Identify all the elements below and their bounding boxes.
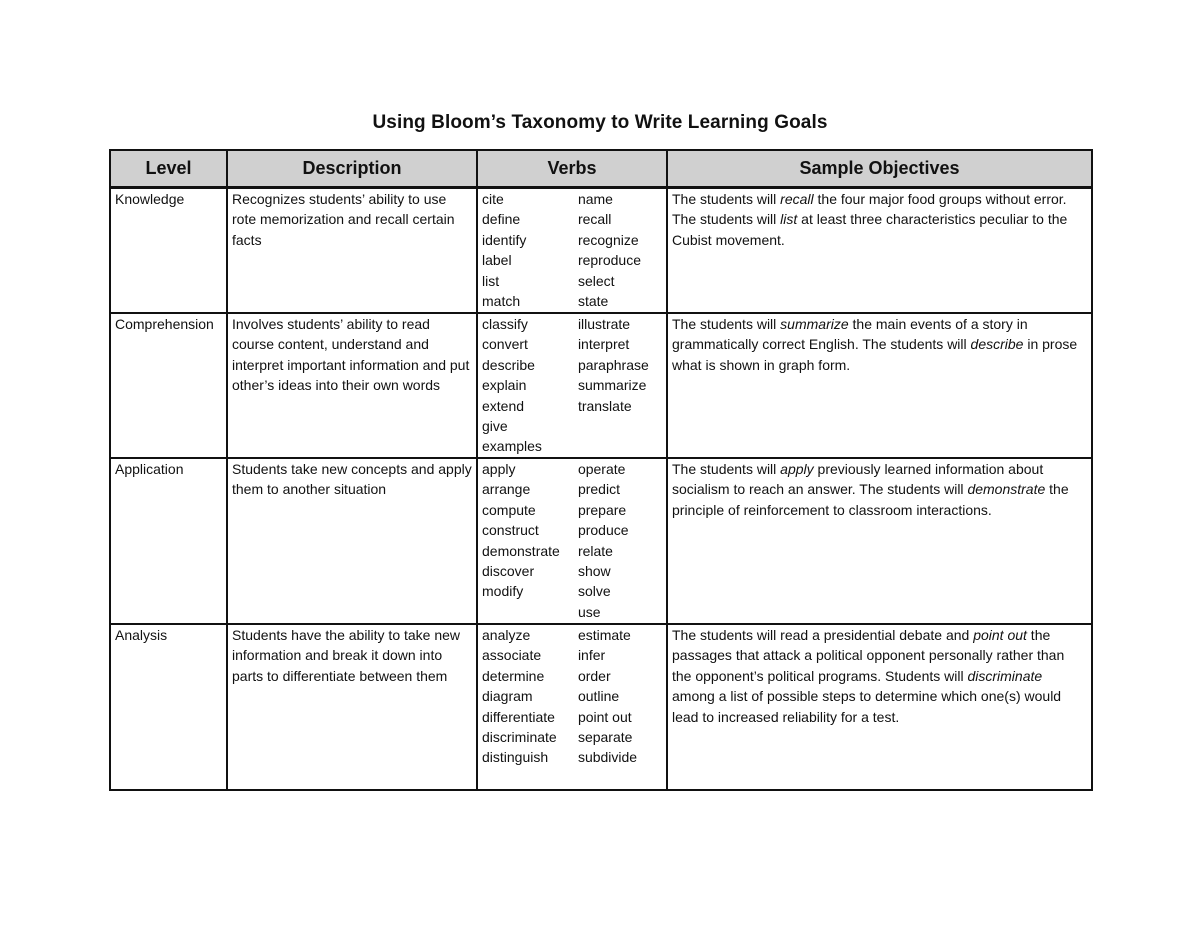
verb-item: relate xyxy=(577,542,613,559)
verbs-right-column xyxy=(578,625,662,768)
verb-item: discover xyxy=(482,563,535,580)
header-verbs: Verbs xyxy=(477,150,667,188)
verb-item: determine xyxy=(482,667,545,684)
verb-item: solve xyxy=(577,583,611,600)
verb-item: summarize xyxy=(577,377,647,394)
verb-item: name xyxy=(577,191,613,207)
level-cell: Analysis xyxy=(110,624,227,790)
verb-item: recall xyxy=(577,211,612,228)
verbs-cell xyxy=(477,624,667,790)
verbs-left-column xyxy=(482,459,578,622)
verb-item: estimate xyxy=(577,627,631,643)
objective-fragment: The students will read a presidential debate and xyxy=(672,627,974,643)
objective-fragment: the passages that attack a political opponent personally rather than the opponent’s political programs. Students will xyxy=(672,627,1065,684)
objective-cell xyxy=(667,624,1092,790)
objective-verb: discriminate xyxy=(967,667,1043,684)
verbs-right-column xyxy=(578,459,662,622)
objective-verb: recall xyxy=(780,191,814,207)
objective-fragment: among a list of possible steps to determine which one(s) would lead to increased reliability for a test. xyxy=(672,688,1062,725)
verb-item: examples xyxy=(482,438,542,455)
objective-fragment: the principle of reinforcement to classroom interactions. xyxy=(672,481,1069,518)
objective-fragment: The students will xyxy=(672,461,781,477)
objective-verb: summarize xyxy=(780,316,849,332)
verb-item: show xyxy=(577,563,611,580)
page-title: Using Bloom’s Taxonomy to Write Learning Goals xyxy=(372,112,828,133)
verb-item: list xyxy=(482,272,500,289)
verbs-right-column xyxy=(578,314,662,457)
verb-item: illustrate xyxy=(577,316,631,332)
verb-item: associate xyxy=(482,647,542,664)
verbs-right-column xyxy=(578,189,662,311)
verb-item: point out xyxy=(577,708,632,725)
verb-item: subdivide xyxy=(577,749,638,766)
objective-fragment: the four major food groups without error. The students will xyxy=(672,191,1067,228)
objective-text xyxy=(672,459,1087,520)
verb-item: order xyxy=(577,667,611,684)
header-description: Description xyxy=(227,150,477,188)
objective-text xyxy=(672,625,1087,727)
verb-item: diagram xyxy=(482,688,533,705)
level-cell: Comprehension xyxy=(110,313,227,458)
objective-cell xyxy=(667,188,1092,314)
verbs-left-column xyxy=(482,314,578,457)
blooms-taxonomy-table xyxy=(109,149,1093,791)
objective-fragment: The students will xyxy=(672,191,781,207)
verb-item: construct xyxy=(482,522,539,539)
verbs-left-column xyxy=(482,189,578,311)
objective-cell xyxy=(667,313,1092,458)
verb-item: separate xyxy=(577,729,633,746)
objective-verb: describe xyxy=(970,336,1024,353)
verb-item: translate xyxy=(577,397,632,414)
header-row xyxy=(110,150,1092,188)
level-cell: Knowledge xyxy=(110,188,227,314)
objective-verb: list xyxy=(780,211,798,228)
verb-item: use xyxy=(577,603,601,620)
verb-item: interpret xyxy=(577,336,630,353)
verb-item: extend xyxy=(482,397,525,414)
table-row xyxy=(110,624,1092,790)
header-sample-objectives: Sample Objectives xyxy=(667,150,1092,188)
objective-verb: apply xyxy=(780,461,814,477)
verb-item: differentiate xyxy=(482,708,555,725)
table-row xyxy=(110,188,1092,314)
verb-item: cite xyxy=(482,191,504,207)
verb-item: apply xyxy=(482,461,516,477)
verbs-left-column xyxy=(482,625,578,768)
verb-item: classify xyxy=(482,316,528,332)
verb-item: predict xyxy=(577,481,620,498)
verb-item: reproduce xyxy=(577,252,641,269)
objective-text xyxy=(672,314,1087,375)
verbs-cell xyxy=(477,188,667,314)
objective-fragment: in prose what is shown in graph form. xyxy=(672,336,1078,373)
table-row xyxy=(110,458,1092,624)
verb-item: give xyxy=(482,418,508,435)
verb-item: produce xyxy=(577,522,629,539)
description-cell: Students take new concepts and apply them to another situation xyxy=(227,458,477,624)
verb-item: compute xyxy=(482,501,536,518)
verb-item: infer xyxy=(577,647,606,664)
verb-item: prepare xyxy=(577,501,627,518)
objective-verb: demonstrate xyxy=(967,481,1046,498)
verb-item: explain xyxy=(482,377,527,394)
verbs-cell xyxy=(477,313,667,458)
verb-item: state xyxy=(577,293,609,310)
objective-fragment: previously learned information about socialism to reach an answer. The students will xyxy=(672,461,1044,498)
table-row xyxy=(110,313,1092,458)
verb-item: define xyxy=(482,211,521,228)
description-cell: Students have the ability to take new information and break it down into parts to differentiate between them xyxy=(227,624,477,790)
description-cell: Recognizes students’ ability to use rote memorization and recall certain facts xyxy=(227,188,477,314)
verb-item: operate xyxy=(577,461,626,477)
objective-fragment: at least three characteristics peculiar to the Cubist movement. xyxy=(672,211,1068,248)
verb-item: convert xyxy=(482,336,528,353)
verbs-cell xyxy=(477,458,667,624)
verb-item: distinguish xyxy=(482,749,549,766)
level-cell: Application xyxy=(110,458,227,624)
verb-item: select xyxy=(577,272,615,289)
verb-item: modify xyxy=(482,583,524,600)
verb-item: demonstrate xyxy=(482,542,560,559)
verb-item: paraphrase xyxy=(577,356,649,373)
verb-item: discriminate xyxy=(482,729,557,746)
description-cell: Involves students’ ability to read course content, understand and interpret important information and put other’s ideas into their own words xyxy=(227,313,477,458)
verb-item: outline xyxy=(577,688,620,705)
verb-item: label xyxy=(482,252,512,269)
verb-item: describe xyxy=(482,356,535,373)
objective-fragment: the main events of a story in grammatically correct English. The students will xyxy=(672,316,1028,353)
verb-item: recognize xyxy=(577,231,639,248)
objective-text xyxy=(672,189,1087,250)
objective-fragment: The students will xyxy=(672,316,781,332)
verb-item: identify xyxy=(482,231,527,248)
header-level: Level xyxy=(110,150,227,188)
verb-item: analyze xyxy=(482,627,531,643)
objective-cell xyxy=(667,458,1092,624)
verb-item: match xyxy=(482,293,521,310)
objective-verb: point out xyxy=(973,627,1027,643)
verb-item: arrange xyxy=(482,481,531,498)
